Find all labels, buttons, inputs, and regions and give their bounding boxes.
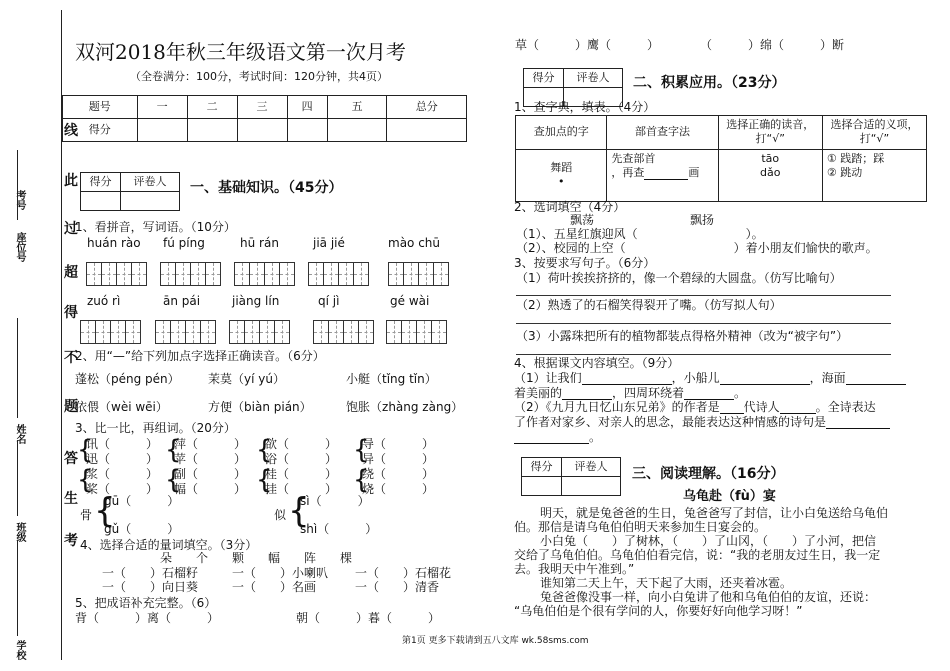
recite-text: 。 <box>734 386 747 400</box>
pinyin-options[interactable]: （péng pén） <box>99 372 180 386</box>
emphasis-dot-icon: • <box>557 175 565 189</box>
brace-icon: { <box>77 435 94 465</box>
story-line: 交给了乌龟伯伯。乌龟伯伯看完信，说：“我的老朋友过生日，我一定 <box>514 548 881 562</box>
tianzi-grid[interactable] <box>80 320 140 344</box>
score-header: 二 <box>187 96 237 119</box>
pinyin-options[interactable]: （zhàng zàng） <box>370 400 464 414</box>
pinyin-options[interactable]: （tǐng tǐn） <box>370 372 437 386</box>
answer-line[interactable] <box>516 323 891 324</box>
tianzi-grid[interactable] <box>313 320 373 344</box>
idiom-fill[interactable]: 草（ ）鹰（ ） <box>515 38 660 52</box>
name-label: 姓名 <box>14 424 25 444</box>
section1-title: 一、基础知识。（45分） <box>190 180 343 196</box>
pinyin: huán rào <box>87 236 141 250</box>
score-cell[interactable] <box>237 119 287 142</box>
story-line: 去。我明天中午准到。” <box>514 562 635 576</box>
recite-text: ，海面 <box>809 371 846 385</box>
tianzi-grid[interactable] <box>386 320 446 344</box>
reading-word <box>208 372 285 386</box>
reading-word <box>346 400 463 414</box>
meaning-option[interactable]: ② 跳动 <box>826 165 863 179</box>
pinyin: jiā jié <box>313 236 345 250</box>
recite-text: 代诗人 <box>743 400 780 414</box>
compare-item[interactable]: 桂（ ） <box>265 467 338 481</box>
brace-icon: { <box>353 465 370 495</box>
grader-box <box>80 172 180 211</box>
word: 依偎 <box>75 400 100 414</box>
compare-item[interactable]: 苹（ ） <box>174 452 247 466</box>
compare-item[interactable]: 浆（ ） <box>86 467 159 481</box>
recite-fill[interactable] <box>514 400 876 414</box>
score-cell[interactable] <box>287 119 327 142</box>
idiom-fill[interactable]: 背（ ）离（ ） <box>75 611 220 625</box>
compare-item[interactable]: 副（ ） <box>174 467 247 481</box>
tianzi-grid[interactable] <box>160 262 220 286</box>
seal-char: 题 <box>64 399 78 415</box>
word: 饱胀 <box>346 400 371 414</box>
pinyin: mào chū <box>388 236 441 250</box>
tianzi-grid[interactable] <box>155 320 215 344</box>
pinyin: zuó rì <box>87 294 121 308</box>
polyphone-reading[interactable]: sì（ ） <box>300 494 370 508</box>
brace-icon: { <box>353 435 370 465</box>
grader-label: 评卷人 <box>120 173 179 192</box>
grader-label: 评卷人 <box>561 458 620 477</box>
grader-label: 评卷人 <box>563 69 622 88</box>
score-header: 三 <box>237 96 287 119</box>
word-options: 飘荡 飘扬 <box>570 213 715 227</box>
dict-method-text: ，再查 <box>611 165 645 179</box>
grader-cell[interactable] <box>120 192 179 211</box>
compare-item[interactable]: 萍（ ） <box>174 437 247 451</box>
tianzi-grid[interactable] <box>388 262 448 286</box>
q3-label: 3、比一比，再组词。（20分） <box>75 421 236 435</box>
compare-item[interactable]: 烧（ ） <box>362 482 435 496</box>
measure-word-options: 朵 个 颗 幅 阵 棵 <box>160 551 353 565</box>
s2-q1-label: 1、查字典，填表。（4分） <box>514 100 656 114</box>
recite-text: 。 <box>589 430 602 444</box>
polyphone-char: 骨 <box>80 508 93 522</box>
story-title: 乌龟赴（fù）宴 <box>683 489 776 504</box>
fill-sentence[interactable]: （1）、五星红旗迎风（ ）。 <box>516 227 764 241</box>
reading-word <box>208 400 312 414</box>
dict-header: 选择合适的义项，打“√” <box>822 116 926 150</box>
compare-item[interactable]: 绕（ ） <box>362 467 435 481</box>
answer-line[interactable] <box>516 295 891 296</box>
dict-word: 舞蹈 <box>550 160 573 174</box>
brace-icon: { <box>288 491 310 531</box>
seal-char: 此 <box>64 173 78 189</box>
dict-method-text: 画 <box>688 165 700 179</box>
dict-method: 先查部首 <box>611 151 656 165</box>
recite-text: 着美丽的 <box>514 386 563 400</box>
grader-box <box>521 457 621 496</box>
grader-score-label: 得分 <box>524 69 564 88</box>
school-line[interactable] <box>17 540 18 636</box>
recite-fill[interactable] <box>514 386 746 400</box>
word: 小艇 <box>346 372 371 386</box>
polyphone-reading[interactable]: shì（ ） <box>300 522 378 536</box>
fill-item[interactable]: 一（ ）石榴籽 <box>102 566 199 580</box>
story-line: 谁知第二天上午，天下起了大雨，还夹着冰雹。 <box>540 576 793 590</box>
name-line[interactable] <box>17 318 18 418</box>
recite-fill[interactable] <box>514 430 601 444</box>
recite-text: （1）让我们 <box>514 371 582 385</box>
seat-number-label: 座位号 <box>14 232 25 262</box>
reading-option[interactable]: dǎo <box>760 165 781 179</box>
class-label: 班级 <box>14 522 25 542</box>
reading-word <box>346 372 437 386</box>
page-subtitle: （全卷满分：100分，考试时间：120分钟，共4页） <box>130 70 388 83</box>
story-line: 兔爸爸像没事一样，向小白兔讲了他和乌龟伯伯的友谊，还说： <box>540 590 877 604</box>
reading-word <box>75 372 180 386</box>
seal-char: 考 <box>64 533 78 549</box>
compare-item[interactable]: 讯（ ） <box>86 437 159 451</box>
story-line: “乌龟伯伯是个很有学问的人，你要好好向他学习呀！” <box>514 604 803 618</box>
recite-fill[interactable] <box>514 415 890 429</box>
word: 茉莫 <box>208 372 233 386</box>
brace-icon: { <box>256 435 273 465</box>
recite-fill[interactable] <box>514 371 906 385</box>
dict-method-fill[interactable] <box>611 166 713 180</box>
fill-item[interactable]: 一（ ）名画 <box>232 580 317 594</box>
compare-item[interactable]: 异（ ） <box>362 452 435 466</box>
fill-item[interactable]: 一（ ）小喇叭 <box>232 566 329 580</box>
tianzi-grid[interactable] <box>234 262 294 286</box>
pinyin-options[interactable]: （yí yú） <box>232 372 285 386</box>
meaning-option[interactable]: ① 践踏；踩 <box>826 151 885 165</box>
idiom-fill[interactable]: （ ）绵（ ）断 <box>700 38 845 52</box>
story-line[interactable]: 小白兔（ ）了树林，（ ）了山冈，（ ）了小河，把信 <box>540 534 877 548</box>
brace-icon: { <box>256 465 273 495</box>
dict-header: 选择正确的读音，打“√” <box>718 116 822 150</box>
seal-char: 不 <box>64 350 78 366</box>
brace-icon: { <box>77 465 94 495</box>
q4-label: 4、选择合适的量词填空。（3分） <box>80 538 258 552</box>
recite-text: ，四周环绕着 <box>612 386 685 400</box>
grader-score-cell[interactable] <box>81 192 121 211</box>
fill-item[interactable]: 一（ ）石榴花 <box>355 566 452 580</box>
seal-char: 答 <box>64 451 78 467</box>
sentence-task: （1）荷叶挨挨挤挤的，像一个碧绿的大圆盘。（仿写比喻句） <box>516 271 842 285</box>
s2-q4-label: 4、根据课文内容填空。（9分） <box>514 356 680 370</box>
brace-icon: { <box>165 465 182 495</box>
grader-score-label: 得分 <box>522 458 562 477</box>
compare-item[interactable]: 幅（ ） <box>174 482 247 496</box>
story-line: 伯。那信是请乌龟伯伯明天来参加生日宴会的。 <box>514 520 767 534</box>
fill-item[interactable]: 一（ ）向日葵 <box>102 580 199 594</box>
score-row-label: 得分 <box>63 119 138 142</box>
fill-sentence[interactable]: （2）、校园的上空（ ）着小朋友们愉快的歌声。 <box>516 241 878 255</box>
score-header: 总分 <box>387 96 467 119</box>
grader-score-cell[interactable] <box>522 477 562 496</box>
pinyin-options[interactable]: （biàn pián） <box>232 400 312 414</box>
sentence-task: （2）熟透了的石榴笑得裂开了嘴。（仿写拟人句） <box>516 298 782 312</box>
score-cell[interactable] <box>327 119 387 142</box>
polyphone-reading[interactable]: gū（ ） <box>104 494 180 508</box>
recite-text: （2）《九月九日忆山东兄弟》的作者是 <box>514 400 720 414</box>
reading-option[interactable]: tāo <box>761 151 780 165</box>
seal-char: 得 <box>64 305 78 321</box>
score-table <box>62 95 467 142</box>
fill-item[interactable]: 一（ ）清香 <box>355 580 440 594</box>
pinyin: fú píng <box>163 236 205 250</box>
q2-label: 2、用“—”给下列加点字选择正确读音。（6分） <box>75 349 325 363</box>
idiom-fill[interactable]: 朝（ ）暮（ ） <box>296 611 441 625</box>
score-cell[interactable] <box>137 119 187 142</box>
grader-score-label: 得分 <box>81 173 121 192</box>
polyphone-reading[interactable]: gǔ（ ） <box>104 522 180 536</box>
page-footer: 第1页 更多下载请到五八文库 wk.58sms.com <box>402 636 589 646</box>
s2-q3-label: 3、按要求写句子。（6分） <box>514 256 656 270</box>
story-line: 明天，就是兔爸爸的生日，兔爸爸写了封信，让小白兔送给乌龟伯 <box>540 506 889 520</box>
compare-item[interactable]: 导（ ） <box>362 437 435 451</box>
recite-text: 。全诗表达 <box>815 400 876 414</box>
page-title: 双河2018年秋三年级语文第一次月考 <box>75 40 406 64</box>
score-header: 五 <box>327 96 387 119</box>
compare-item[interactable]: 欲（ ） <box>265 437 338 451</box>
recite-text: 了作者对家乡、对亲人的思念，最能表达这种情感的诗句是 <box>514 415 827 429</box>
exam-number-label: 考号 <box>14 190 25 210</box>
school-label: 学校 <box>14 640 25 660</box>
word: 蓬松 <box>75 372 100 386</box>
score-header: 一 <box>137 96 187 119</box>
q1-label: 1、看拼音，写词语。（10分） <box>75 220 236 234</box>
tianzi-grid[interactable] <box>308 262 368 286</box>
seal-char: 过 <box>64 221 78 237</box>
section3-title: 三、阅读理解。（16分） <box>632 466 785 482</box>
compare-item[interactable]: 挂（ ） <box>265 482 338 496</box>
pinyin: hū rán <box>240 236 279 250</box>
pinyin: gé wài <box>390 294 430 308</box>
exam-number-line[interactable] <box>17 150 18 220</box>
score-cell[interactable] <box>387 119 467 142</box>
score-header: 题号 <box>63 96 138 119</box>
score-cell[interactable] <box>187 119 237 142</box>
pinyin: qí jì <box>318 294 340 308</box>
brace-icon: { <box>94 491 116 531</box>
dictionary-table <box>515 115 927 202</box>
brace-icon: { <box>165 435 182 465</box>
compare-item[interactable]: 桨（ ） <box>86 482 159 496</box>
tianzi-grid[interactable] <box>229 320 289 344</box>
score-header: 四 <box>287 96 327 119</box>
sentence-task: （3）小露珠把所有的植物都装点得格外精神（改为“被字句”） <box>516 329 849 343</box>
recite-text: ，小船儿 <box>671 371 720 385</box>
pinyin: jiàng lín <box>232 294 280 308</box>
compare-item[interactable]: 迅（ ） <box>86 452 159 466</box>
pinyin: ān pái <box>163 294 201 308</box>
seal-char: 线 <box>64 123 78 139</box>
pinyin-options[interactable]: （wèi wēi） <box>99 400 168 414</box>
seal-char: 超 <box>64 265 78 281</box>
dict-header: 部首查字法 <box>607 116 718 150</box>
word: 方便 <box>208 400 233 414</box>
grader-cell[interactable] <box>561 477 620 496</box>
s2-q2-label: 2、选词填空（4分） <box>514 200 626 214</box>
dict-header: 查加点的字 <box>516 116 607 150</box>
reading-word <box>75 400 168 414</box>
q5-label: 5、把成语补充完整。（6） <box>75 596 217 610</box>
polyphone-char: 似 <box>274 508 287 522</box>
seal-char: 生 <box>64 491 78 507</box>
class-line[interactable] <box>17 440 18 516</box>
answer-line[interactable] <box>516 354 891 355</box>
compare-item[interactable]: 浴（ ） <box>265 452 338 466</box>
section2-title: 二、积累应用。（23分） <box>633 75 786 91</box>
tianzi-grid[interactable] <box>86 262 146 286</box>
